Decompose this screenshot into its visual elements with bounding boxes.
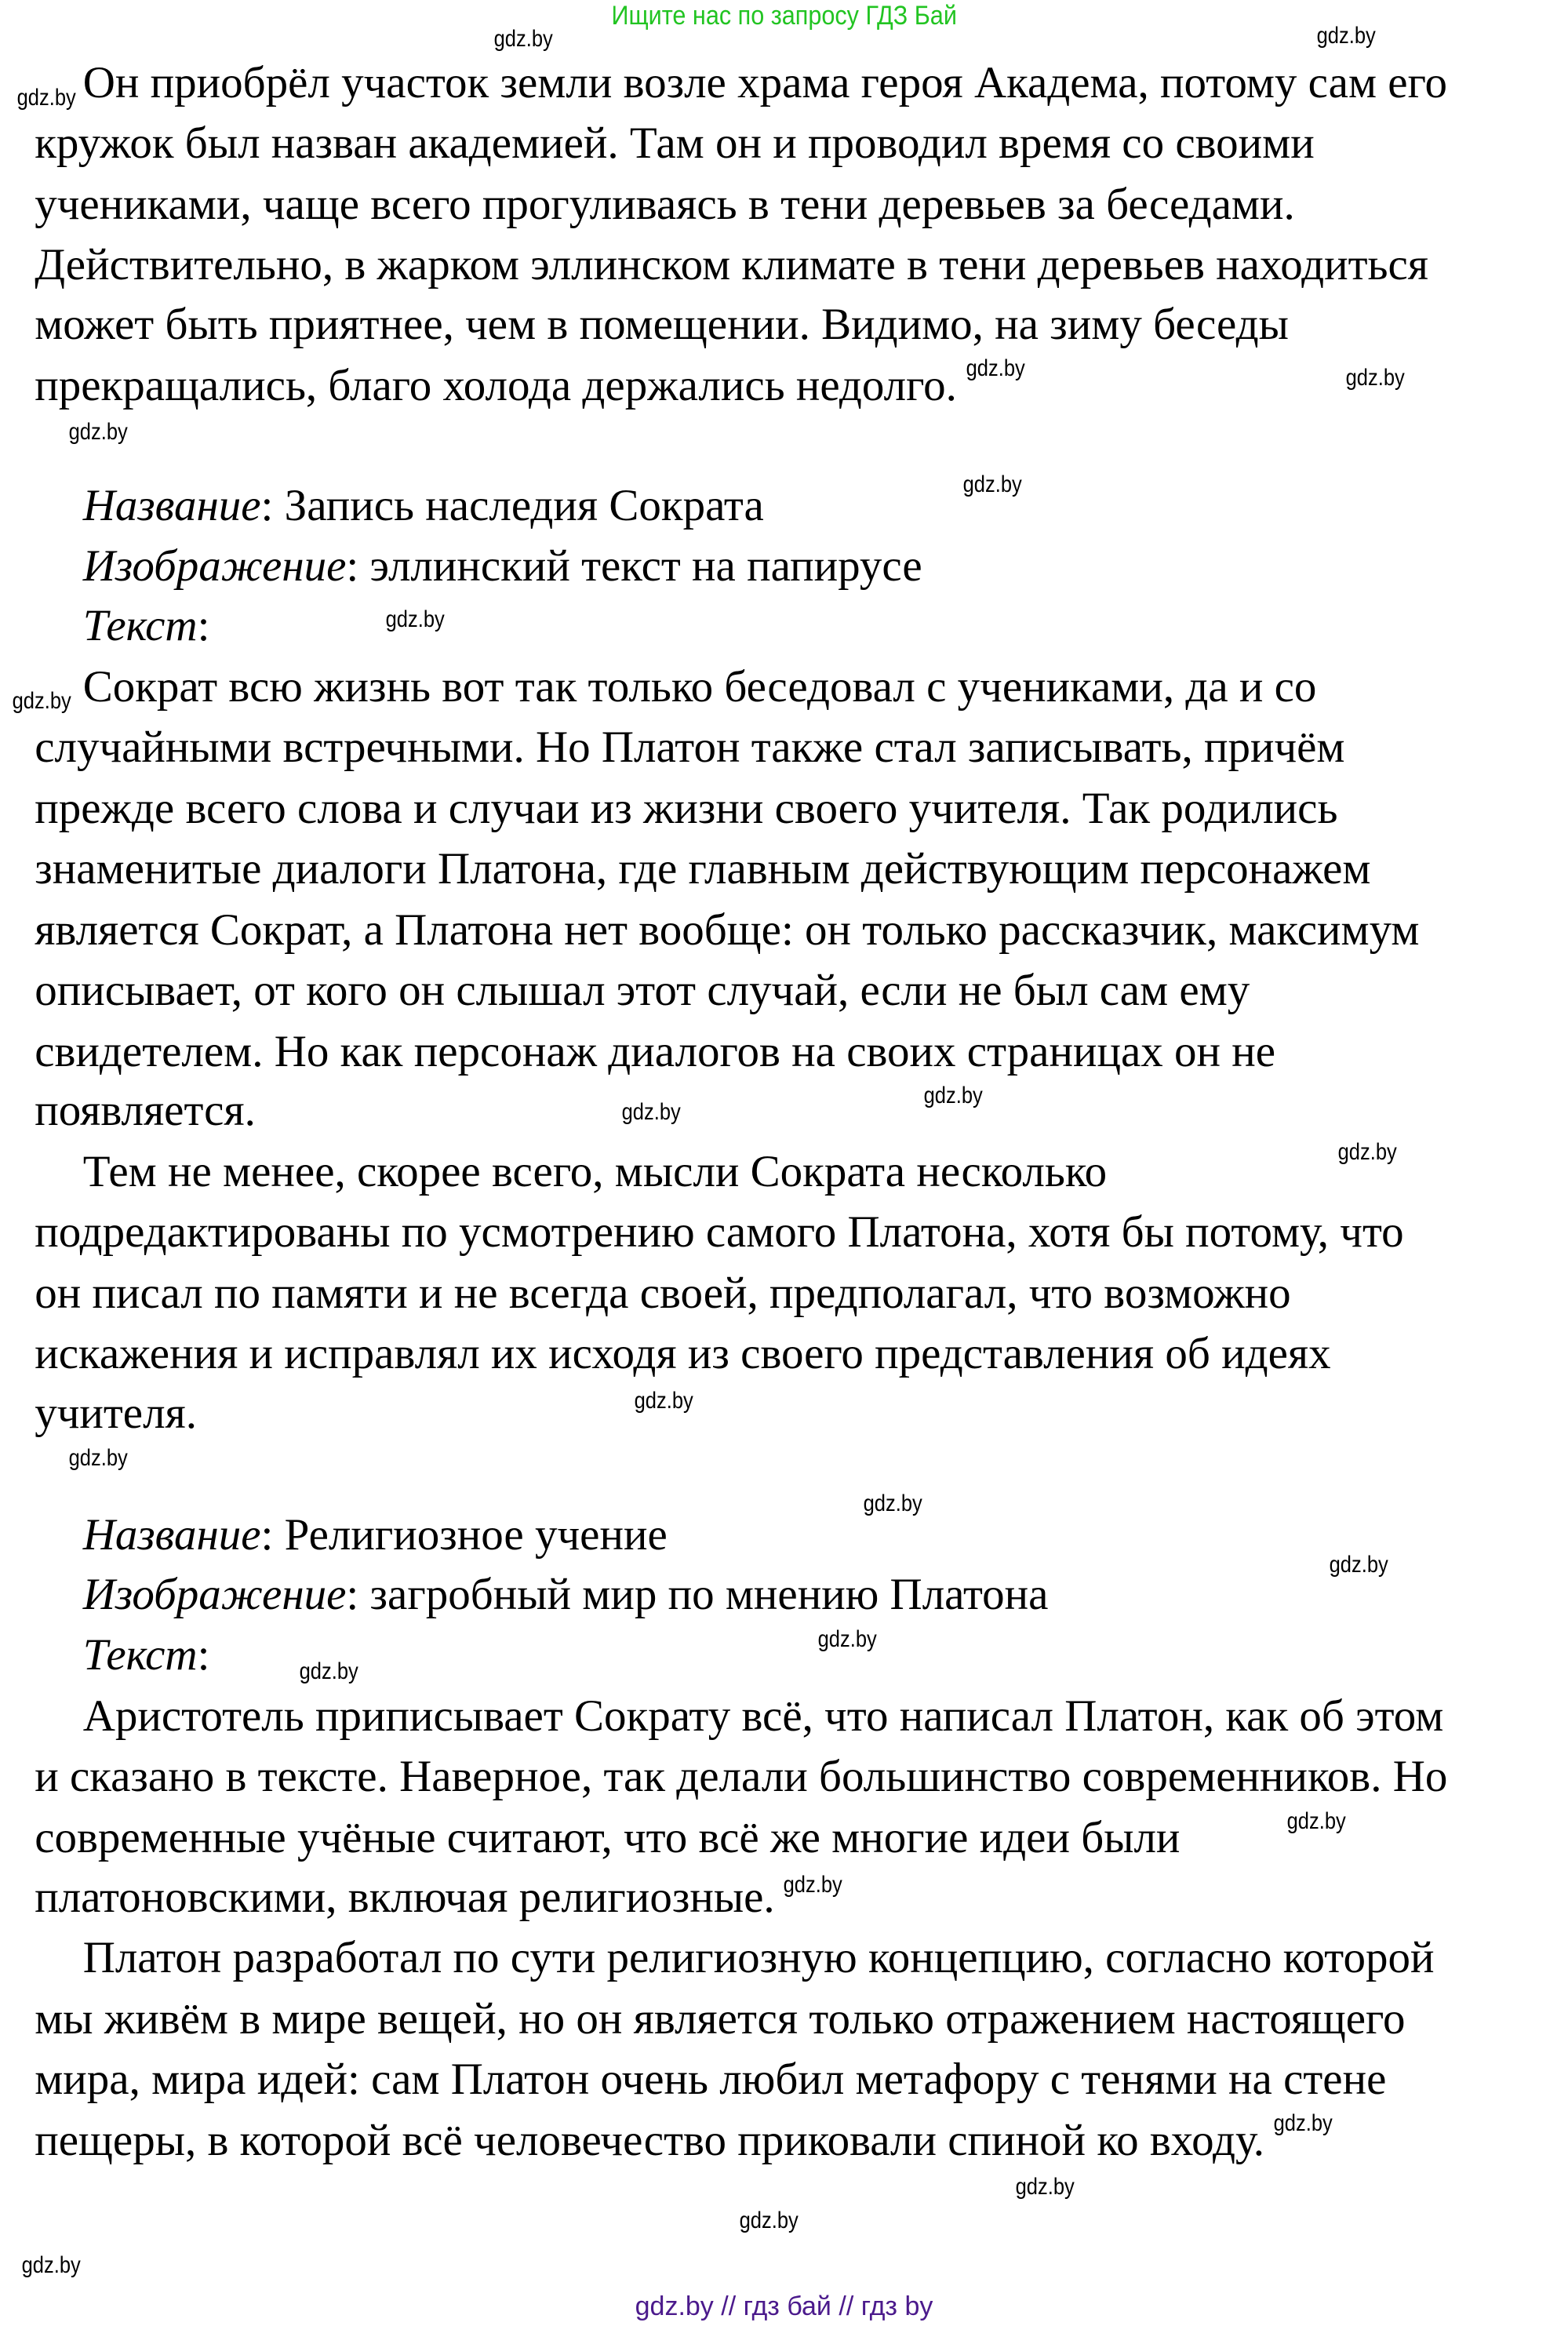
watermark: gdz.by [1286,1808,1346,1835]
text-line [35,722,1344,774]
watermark: gdz.by [1316,23,1377,49]
field-label: Название [82,1510,261,1560]
watermark: gdz.by [68,1445,128,1472]
text-line [35,239,1428,291]
text-line [35,1207,1403,1258]
watermark: gdz.by [783,1871,842,1898]
watermark: gdz.by [21,2251,82,2278]
watermark: gdz.by [962,471,1022,498]
watermark: gdz.by [68,418,128,445]
watermark: gdz.by [817,1626,877,1653]
text-line [35,1751,1447,1803]
watermark: gdz.by [299,1658,358,1684]
watermark: gdz.by [634,1387,693,1414]
watermark: gdz.by [863,1491,922,1517]
text-line [35,843,1370,895]
line-text: искажения и исправлял их исходя из своего представления об идеях [35,1329,1331,1379]
field-label: Изображение [82,541,347,592]
line-text: учителя. [35,1389,197,1439]
line-text: платоновскими, включая религиозные. [35,1872,775,1922]
field-line [83,1509,668,1561]
line-text: знаменитые диалоги Платона, где главным действующим персонажем [35,844,1371,894]
watermark: gdz.by [966,355,1025,382]
field-line [83,1629,210,1681]
field-label: Изображение [82,1569,347,1619]
text-line [83,1932,1435,1984]
line-text: он писал по памяти и не всегда своей, предполагал, что возможно [35,1268,1291,1318]
text-line [35,1388,197,1440]
line-text: описывает, от кого он слышал этот случай, если не был сам ему [35,966,1250,1016]
line-text: Платон разработал по сути религиозную концепцию, согласно которой [82,1933,1435,1983]
field-label: Название [82,480,261,530]
line-text: свидетелем. Но как персонаж диалогов на своих страницах он не [35,1026,1276,1076]
text-line [35,1026,1275,1078]
line-text: : [197,1630,210,1680]
watermark: gdz.by [1015,2174,1075,2200]
text-line [83,1146,1107,1198]
text-line [35,1812,1180,1864]
text-line [35,360,957,412]
watermark: gdz.by [621,1099,682,1126]
text-line [35,905,1419,956]
footer-links-text[interactable]: gdz.by // гдз бай // гдз by [635,2291,933,2321]
field-line [83,541,922,592]
line-text: случайными встречными. Но Платон также стал записывать, причём [35,723,1345,773]
line-text: прежде всего слова и случаи из жизни своего учителя. Так родились [35,783,1338,833]
line-text: пещеры, в которой всё человечество приковали спиной ко входу. [35,2115,1265,2165]
text-line [35,118,1315,169]
watermark: gdz.by [1329,1552,1388,1578]
line-text: подредактированы по усмотрению самого Платона, хотя бы потому, что [35,1207,1404,1258]
field-label: Текст [82,601,198,650]
watermark: gdz.by [1337,1139,1398,1166]
line-text: кружок был назван академией. Там он и проводил время со своими [35,118,1315,169]
text-line [35,2054,1386,2106]
line-text: : [197,601,210,650]
line-text: может быть приятнее, чем в помещении. Видимо, на зиму беседы [35,300,1289,350]
watermark: gdz.by [12,687,71,714]
line-text: : Запись наследия Сократа [260,480,764,530]
line-text: Тем не менее, скорее всего, мысли Сократа несколько [82,1146,1108,1196]
watermark: gdz.by [493,25,553,52]
promo-header-text[interactable]: Ищите нас по запросу ГДЗ Бай [611,1,957,31]
line-text: Сократ всю жизнь вот так только беседовал с учениками, да и со [82,661,1317,712]
line-text: Он приобрёл участок земли возле храма героя Академа, потому сам его [82,57,1448,107]
text-line [35,1872,774,1924]
line-text: и сказано в тексте. Наверное, так делали большинство современников. Но [35,1752,1448,1802]
line-text: мира, мира идей: сам Платон очень любил метафору с тенями на стене [35,2055,1387,2105]
field-line [83,600,210,652]
line-text: учениками, чаще всего прогуливаясь в тени деревьев за беседами. [35,179,1295,229]
text-line [35,1993,1405,2045]
field-label: Текст [82,1630,198,1680]
text-line [83,1691,1444,1742]
watermark: gdz.by [739,2207,799,2233]
watermark: gdz.by [1345,365,1405,391]
line-text: мы живём в мире вещей, но он является только отражением настоящего [35,1993,1406,2044]
line-text: Аристотель приписывает Сократу всё, что написал Платон, как об этом [82,1691,1444,1741]
line-text: появляется. [35,1086,256,1136]
text-line [35,1328,1330,1380]
text-line [35,179,1295,231]
text-line [83,57,1447,109]
text-line [35,965,1250,1017]
field-line [83,480,764,532]
text-line [35,299,1289,351]
line-text: : Религиозное учение [260,1510,668,1560]
field-line [83,1569,1049,1621]
text-line [35,1268,1290,1320]
line-text: : эллинский текст на папирусе [346,541,922,592]
watermark: gdz.by [385,606,445,633]
watermark: gdz.by [1273,2110,1333,2137]
text-line [35,1085,256,1137]
line-text: Действительно, в жарком эллинском климате в тени деревьев находиться [35,240,1429,290]
line-text: : загробный мир по мнению Платона [346,1569,1049,1619]
watermark: gdz.by [16,85,76,111]
text-line [35,2115,1264,2167]
line-text: является Сократ, а Платона нет вообще: он только рассказчик, максимум [35,905,1420,955]
text-line [83,661,1317,713]
text-line [35,783,1337,835]
line-text: современные учёные считают, что всё же многие идеи были [35,1812,1181,1862]
line-text: прекращались, благо холода держались недолго. [35,360,957,410]
footer-links[interactable] [0,2291,1568,2322]
watermark: gdz.by [923,1083,983,1109]
